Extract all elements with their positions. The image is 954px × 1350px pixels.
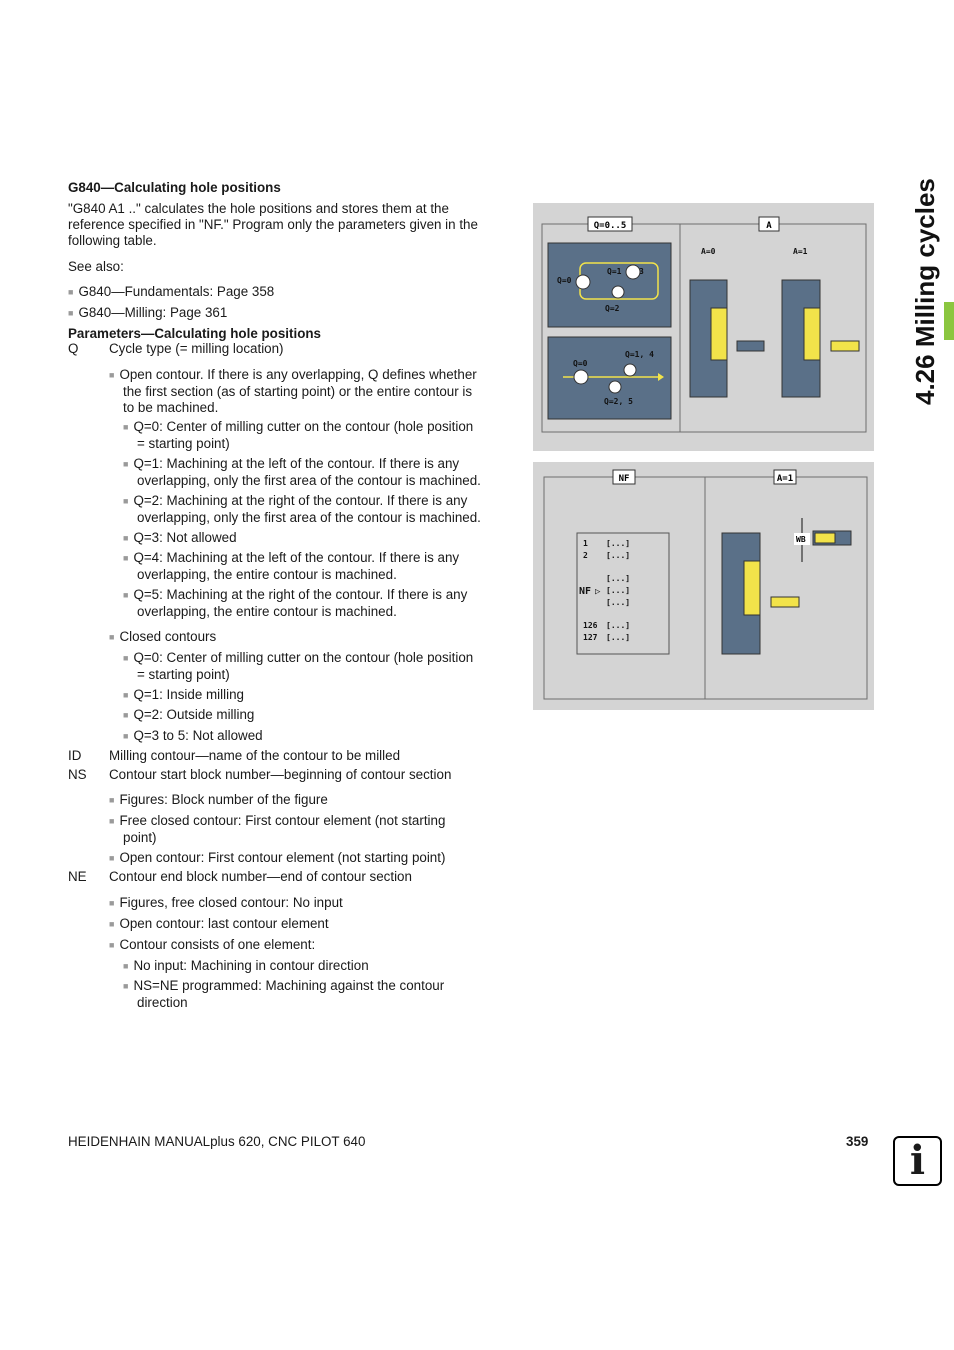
intro-paragraph: "G840 A1 .." calculates the hole positions and stores them at the reference specified in "NF." Program only the parameters given in the following table.: [68, 201, 478, 248]
figure-reference-nf: [533, 462, 874, 710]
link-fundamentals[interactable]: ■ G840—Fundamentals: Page 358: [68, 284, 274, 301]
svg-text:A: A: [766, 221, 772, 231]
closed-q0: ■ Q=0: Center of milling cutter on the contour (hole position = starting point): [123, 650, 473, 683]
svg-text:3: 3: [639, 267, 644, 276]
param-q-label: Q: [68, 341, 79, 356]
svg-text:A=0: A=0: [701, 247, 716, 256]
ne-one-element: ■ Contour consists of one element:: [109, 937, 315, 954]
ns-open: ■ Open contour: First contour element (not starting point): [109, 850, 445, 867]
info-icon: i: [893, 1136, 942, 1186]
ne-figures: ■ Figures, free closed contour: No input: [109, 895, 343, 912]
svg-text:Q=0: Q=0: [573, 359, 588, 368]
svg-text:NF: NF: [579, 586, 592, 597]
svg-text:[...]: [...]: [606, 586, 631, 595]
chapter-tab-label: [884, 175, 954, 415]
svg-text:[...]: [...]: [606, 621, 631, 630]
svg-text:[...]: [...]: [606, 539, 631, 548]
param-ne-label: NE: [68, 869, 87, 884]
svg-text:A=1: A=1: [776, 474, 794, 484]
svg-text:[...]: [...]: [606, 574, 631, 583]
open-q5: ■ Q=5: Machining at the right of the contour. If there is any overlapping, the entire contour is machined.: [123, 587, 467, 620]
chapter-accent-bar: [944, 302, 954, 340]
svg-text:Q=1, 4: Q=1, 4: [625, 350, 654, 359]
section-title: G840—Calculating hole positions: [68, 180, 281, 195]
closed-q3to5: ■ Q=3 to 5: Not allowed: [123, 728, 263, 745]
svg-text:WB: WB: [796, 535, 806, 544]
svg-text:[...]: [...]: [606, 598, 631, 607]
svg-text:NF: NF: [618, 474, 630, 484]
svg-text:Q=0..5: Q=0..5: [593, 221, 627, 231]
svg-text:▷: ▷: [595, 587, 601, 597]
ne-ns-eq-ne: ■ NS=NE programmed: Machining against the contour direction: [123, 978, 444, 1011]
svg-text:2: 2: [583, 551, 588, 560]
page-number: 359: [846, 1134, 869, 1149]
figure-milling-location: [533, 203, 874, 451]
chapter-side-tab: [884, 175, 954, 415]
svg-text:Q=1: Q=1: [607, 267, 622, 276]
svg-text:4.26 Milling cycles: 4.26 Milling cycles: [910, 178, 940, 405]
footer-product: HEIDENHAIN MANUALplus 620, CNC PILOT 640: [68, 1134, 366, 1149]
svg-text:[...]: [...]: [606, 633, 631, 642]
open-contour-item: ■ Open contour. If there is any overlapping, Q defines whether the first section (as of starting point) or the entire contour is to be machined.: [109, 367, 519, 416]
closed-q2: ■ Q=2: Outside milling: [123, 707, 254, 724]
param-id-label: ID: [68, 748, 82, 763]
svg-text:Q=0: Q=0: [557, 276, 572, 285]
ne-no-input: ■ No input: Machining in contour direction: [123, 958, 369, 975]
link-milling[interactable]: ■ G840—Milling: Page 361: [68, 305, 227, 322]
open-q3: ■ Q=3: Not allowed: [123, 530, 237, 547]
param-ns-desc: Contour start block number—beginning of contour section: [109, 767, 452, 782]
svg-text:126: 126: [583, 621, 598, 630]
params-title: Parameters—Calculating hole positions: [68, 326, 321, 341]
param-ns-label: NS: [68, 767, 87, 782]
param-ne-desc: Contour end block number—end of contour section: [109, 869, 412, 884]
open-q4: ■ Q=4: Machining at the left of the contour. If there is any overlapping, the entire contour is machined.: [123, 550, 459, 583]
param-id-desc: Milling contour—name of the contour to be milled: [109, 748, 401, 763]
open-q1: ■ Q=1: Machining at the left of the contour. If there is any overlapping, only the first area of the contour is machined.: [123, 456, 481, 489]
svg-text:Q=2: Q=2: [605, 304, 620, 313]
param-q-desc: Cycle type (= milling location): [109, 341, 284, 356]
closed-q1: ■ Q=1: Inside milling: [123, 687, 244, 704]
svg-text:127: 127: [583, 633, 598, 642]
ns-figures: ■ Figures: Block number of the figure: [109, 792, 328, 809]
open-q0: ■ Q=0: Center of milling cutter on the contour (hole position = starting point): [123, 419, 473, 452]
svg-text:1: 1: [583, 539, 588, 548]
ne-open: ■ Open contour: last contour element: [109, 916, 329, 933]
see-also-label: See also:: [68, 259, 124, 274]
closed-contours-item: ■ Closed contours: [109, 629, 216, 646]
svg-text:[...]: [...]: [606, 551, 631, 560]
ns-free-closed: ■ Free closed contour: First contour element (not starting point): [109, 813, 445, 846]
svg-text:A=1: A=1: [793, 247, 808, 256]
svg-text:Q=2, 5: Q=2, 5: [604, 397, 633, 406]
open-q2: ■ Q=2: Machining at the right of the contour. If there is any overlapping, only the first area of the contour is machined.: [123, 493, 481, 526]
